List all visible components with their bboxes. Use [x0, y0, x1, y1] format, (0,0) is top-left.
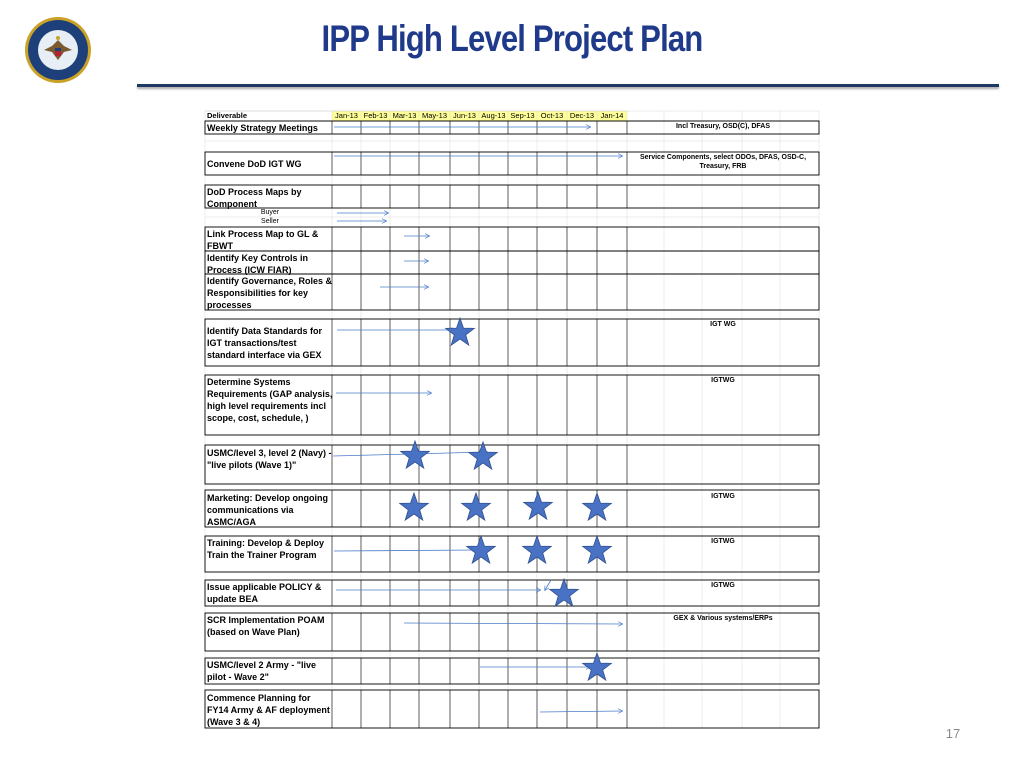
deliverable-label: Link Process Map to GL & FBWT [207, 229, 319, 251]
deliverable-label: Training: Develop & Deploy Train the Trainer Program [207, 538, 325, 560]
month-header: Jan-14 [600, 111, 624, 120]
deliverable-label: Identify Data Standards for IGT transactions/test standard interface via GEX [207, 326, 323, 360]
deliverable-label: Identify Key Controls in Process (ICW FIAR) [207, 253, 309, 275]
deliverable-label: Commence Planning for FY14 Army & AF deployment (Wave 3 & 4) [207, 693, 330, 727]
deliverable-label: Buyer [260, 209, 280, 216]
deliverable-label: Convene DoD IGT WG [207, 159, 302, 169]
deliverable-header: Deliverable [207, 111, 248, 120]
deliverable-label: USMC/level 3, level 2 (Navy) - "live pilots (Wave 1)" [207, 448, 332, 470]
milestone-star-icon [550, 579, 579, 606]
row-note: IGTWG [711, 493, 735, 500]
row-note: Service Components, select ODOs, DFAS, OSD-C, Treasury, FRB [639, 154, 807, 170]
milestone-star-icon [469, 442, 498, 469]
deliverable-label: Issue applicable POLICY & update BEA [207, 582, 322, 604]
deliverable-label: Determine Systems Requirements (GAP analysis, high level requirements incl scope, cost, schedule, ) [207, 377, 333, 423]
month-header: Aug-13 [481, 111, 506, 120]
deliverable-label: Weekly Strategy Meetings [207, 123, 318, 133]
milestone-star-icon [400, 493, 429, 520]
month-header: Jun-13 [453, 111, 476, 120]
row-note: IGTWG [711, 377, 735, 384]
page-title: IPP High Level Project Plan [321, 18, 703, 59]
deliverable-label: USMC/level 2 Army - "live pilot - Wave 2" [207, 660, 316, 682]
month-header: Oct-13 [540, 111, 564, 120]
month-header: Mar-13 [392, 111, 417, 120]
month-header: Feb-13 [363, 111, 388, 120]
row-note: GEX & Various systems/ERPs [673, 615, 773, 622]
month-header: May-13 [421, 111, 447, 120]
timeline-arrow [545, 580, 551, 590]
timeline-arrow [334, 550, 478, 551]
month-header: Jan-13 [335, 111, 358, 120]
month-header: Dec-13 [569, 111, 595, 120]
milestone-star-icon [524, 492, 553, 519]
row-note: Incl Treasury, OSD(C), DFAS [675, 123, 770, 130]
deliverable-label: Identify Governance, Roles & Responsibilities for key processes [207, 276, 333, 310]
timeline-arrow [540, 711, 622, 712]
deliverable-label: DoD Process Maps by Component [207, 187, 302, 209]
milestone-star-icon [467, 536, 496, 563]
page-number: 17 [945, 726, 961, 741]
deliverable-label: Seller [261, 218, 279, 225]
row-note: IGT WG [710, 321, 736, 328]
row-note: IGTWG [711, 582, 735, 589]
deliverable-label: SCR Implementation POAM (based on Wave Plan) [207, 615, 325, 637]
row-note: IGTWG [711, 538, 735, 545]
month-header: Sep-13 [510, 111, 535, 120]
deliverable-label: Marketing: Develop ongoing communications via ASMC/AGA [207, 493, 329, 527]
timeline-arrow [404, 623, 622, 624]
milestone-star-icon [462, 493, 491, 520]
